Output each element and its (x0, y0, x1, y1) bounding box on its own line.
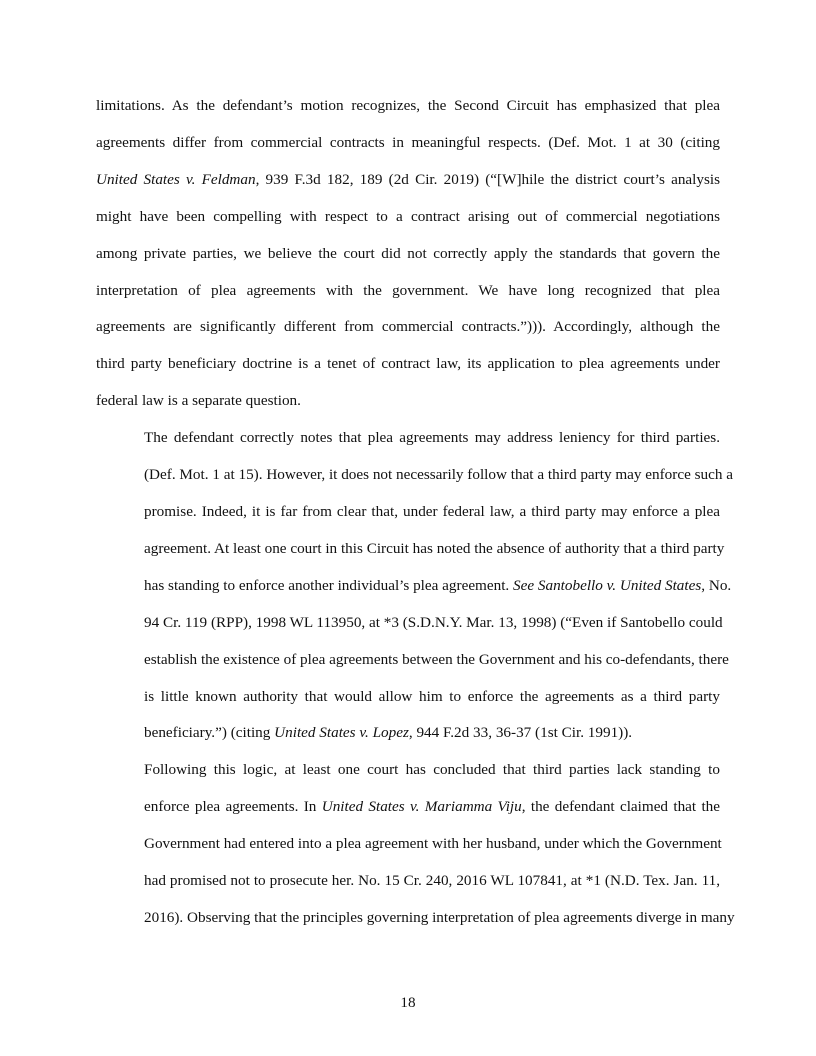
text-line (96, 88, 720, 125)
text-run: had promised not to prosecute her. No. 15 Cr. 240, 2016 WL 107841, at *1 (N.D. Tex. Jan. 11, (144, 872, 720, 890)
text-line (96, 568, 732, 605)
text-line (96, 199, 720, 236)
text-line (96, 642, 729, 679)
case-citation: See Santobello v. United States (513, 576, 702, 594)
text-line (96, 900, 735, 937)
text-line (96, 863, 720, 900)
text-run: agreements differ from commercial contracts in meaningful respects. (Def. Mot. 1 at 30 (citing (96, 133, 720, 151)
text-line (96, 531, 725, 568)
document-body (96, 88, 735, 937)
text-run: limitations. As the defendant’s motion recognizes, the Second Circuit has emphasized that plea (96, 97, 720, 114)
text-run: , the defendant claimed that the (521, 798, 721, 816)
text-run: , No. (701, 576, 732, 594)
text-line (96, 789, 720, 826)
case-citation: United States v. Feldman (96, 170, 256, 188)
text-line (96, 494, 720, 531)
case-citation: United States v. Lopez (274, 724, 409, 742)
text-run: Following this logic, at least one court has concluded that third parties lack standing to (144, 761, 720, 779)
text-run: agreement. At least one court in this Circuit has noted the absence of authority that a third party (144, 539, 725, 557)
text-run: might have been compelling with respect to a contract arising out of commercial negotiations (96, 207, 720, 225)
text-run: enforce plea agreements. In (144, 798, 322, 816)
text-line (96, 605, 723, 642)
text-run: establish the existence of plea agreements between the Government and his co-defendants, there (144, 650, 729, 668)
paragraph-2 (96, 420, 733, 752)
text-run: Government had entered into a plea agreement with her husband, under which the Government (144, 835, 722, 853)
case-citation: United States v. Mariamma Viju (321, 798, 522, 816)
text-line (96, 383, 720, 420)
text-line (96, 273, 720, 310)
text-line (96, 752, 720, 789)
text-line (96, 679, 720, 716)
text-run: federal law is a separate question. (96, 392, 301, 410)
text-run: 2016). Observing that the principles governing interpretation of plea agreements diverge in many (144, 908, 735, 926)
paragraph-1 (96, 88, 720, 420)
text-run: interpretation of plea agreements with the government. We have long recognized that plea (96, 281, 720, 299)
text-line (96, 346, 720, 383)
text-line (96, 826, 720, 863)
text-line (96, 236, 720, 273)
text-run: beneficiary.”) (citing (144, 724, 275, 742)
text-run: agreements are significantly different from commercial contracts.”))). Accordingly, although the (96, 318, 720, 336)
text-run: among private parties, we believe the court did not correctly apply the standards that govern the (96, 244, 720, 262)
text-run: third party beneficiary doctrine is a tenet of contract law, its application to plea agreements under (96, 355, 720, 373)
text-run: 94 Cr. 119 (RPP), 1998 WL 113950, at *3 (S.D.N.Y. Mar. 13, 1998) (“Even if Santobello could (144, 613, 723, 631)
text-line (96, 715, 720, 752)
text-run: , 944 F.2d 33, 36-37 (1st Cir. 1991)). (408, 724, 633, 742)
text-run: is little known authority that would allow him to enforce the agreements as a third party (144, 687, 720, 705)
text-line (96, 125, 720, 162)
paragraph-3 (96, 752, 735, 937)
text-line (96, 162, 720, 199)
text-run: has standing to enforce another individual’s plea agreement. (144, 576, 514, 594)
text-run: promise. Indeed, it is far from clear that, under federal law, a third party may enforce a plea (144, 502, 720, 520)
text-run: The defendant correctly notes that plea agreements may address leniency for third parties. (144, 429, 720, 447)
text-line (96, 420, 720, 457)
text-run: , 939 F.3d 182, 189 (2d Cir. 2019) (“[W]hile the district court’s analysis (255, 170, 721, 188)
text-line (96, 309, 720, 346)
page-number: 18 (400, 994, 416, 1011)
text-run: (Def. Mot. 1 at 15). However, it does not necessarily follow that a third party may enforce such a (144, 466, 733, 484)
text-line (96, 457, 733, 494)
